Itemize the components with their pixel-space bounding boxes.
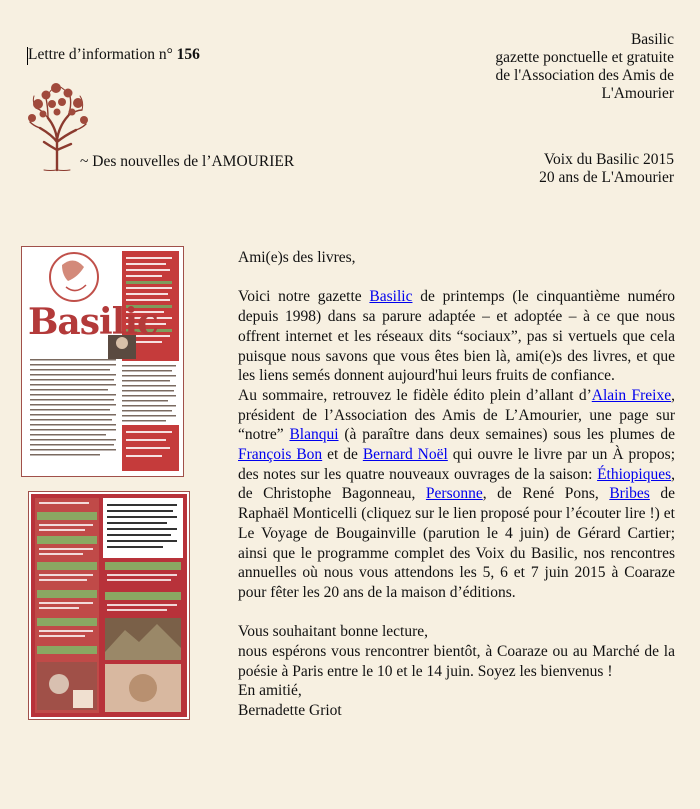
text-run: (à paraître dans deux semaines) sous les plumes de: [338, 426, 675, 444]
text-run: qui ouvre le livre par un À propos; des notes sur les quatre nouveaux ouvrages de la saison:: [238, 446, 675, 483]
masthead-line-1: Basilic: [630, 31, 674, 48]
text-run: Voici notre gazette: [238, 288, 370, 306]
event-headline: [539, 151, 674, 187]
issue-number-line: [28, 46, 200, 64]
spacer: [238, 268, 675, 288]
letter-sign-off: En amitié,: [238, 682, 302, 700]
text-run: , président de l’Association des Amis de L’Amourier, une page sur “notre”: [238, 386, 675, 444]
link-bribes[interactable]: Bribes: [609, 485, 650, 503]
letter-greeting: Ami(e)s des livres,: [238, 249, 356, 266]
program-page-thumbnail[interactable]: [28, 491, 190, 720]
masthead: [495, 31, 674, 103]
letter-body: [238, 248, 675, 721]
letter-paragraph-intro: [238, 287, 675, 386]
text-run: et de: [322, 446, 363, 464]
text-run: , de Christophe Bagonneau,: [238, 465, 675, 503]
letter-closing: Vous souhaitant bonne lecture,: [238, 623, 428, 641]
news-tagline: ~ Des nouvelles de l’AMOURIER: [80, 153, 295, 170]
link-francois-bon[interactable]: François Bon: [238, 446, 323, 464]
link-ethiopiques[interactable]: Éthiopiques: [597, 465, 672, 483]
link-basilic[interactable]: Basilic: [369, 288, 413, 306]
gazette-cover-image: [22, 247, 183, 476]
event-line-2: 20 ans de L'Amourier: [539, 169, 674, 186]
text-run: de Raphaël Monticelli (cliquez sur le lien proposé pour l’écouter lire !) et Le Voyage de Bougainville (parution le 4 juin) de Gérard Cartier; ainsi que le programme complet des Voix du Basilic, nos rencontres annuelles où nous vous attendons les 5, 6 et 7 juin 2015 à Coaraze pour fêter les 20 ans de la maison d’éditions.: [238, 485, 675, 601]
text-run: Au sommaire, retrouvez le fidèle édito plein d’allant d’: [238, 386, 592, 404]
amourier-tree-logo: [26, 80, 88, 172]
letter-signature: Bernadette Griot: [238, 702, 342, 720]
link-blanqui[interactable]: Blanqui: [289, 426, 339, 444]
link-personne[interactable]: Personne: [425, 485, 483, 503]
letter-paragraph-invitation: nous espérons vous rencontrer bientôt, à Coaraze ou au Marché de la poésie à Paris entre le 10 et le 14 juin. Soyez les bienvenus !: [238, 643, 675, 680]
gazette-cover-title: Basilic: [28, 301, 158, 343]
spacer: [238, 603, 675, 623]
gazette-cover-thumbnail[interactable]: [21, 246, 184, 477]
letter-paragraph-contents: [238, 386, 675, 603]
event-line-1: Voix du Basilic 2015: [543, 151, 674, 168]
text-run: de printemps (le cinquantième numéro depuis 1998) dans sa parure adaptée – et adoptée – à ce que nous offrent internet et les réseaux dits “sociaux”, pas si vertuels que cela puisque nous savons que vous êtes bien là, ami(e)s des livres, et que les liens semés donnent aujourd'hui leurs fruits de confiance.: [238, 288, 676, 385]
masthead-line-3: de l'Association des Amis de: [495, 67, 674, 84]
link-bernard-noel[interactable]: Bernard Noël: [362, 446, 448, 464]
issue-prefix: Lettre d’information n°: [28, 46, 173, 63]
program-page-image: [29, 492, 189, 719]
masthead-line-2: gazette ponctuelle et gratuite: [495, 49, 674, 66]
link-alain-freixe[interactable]: Alain Freixe: [591, 386, 672, 404]
issue-number: 156: [176, 46, 200, 63]
text-run: , de René Pons,: [482, 485, 610, 503]
masthead-line-4: L'Amourier: [601, 85, 674, 102]
